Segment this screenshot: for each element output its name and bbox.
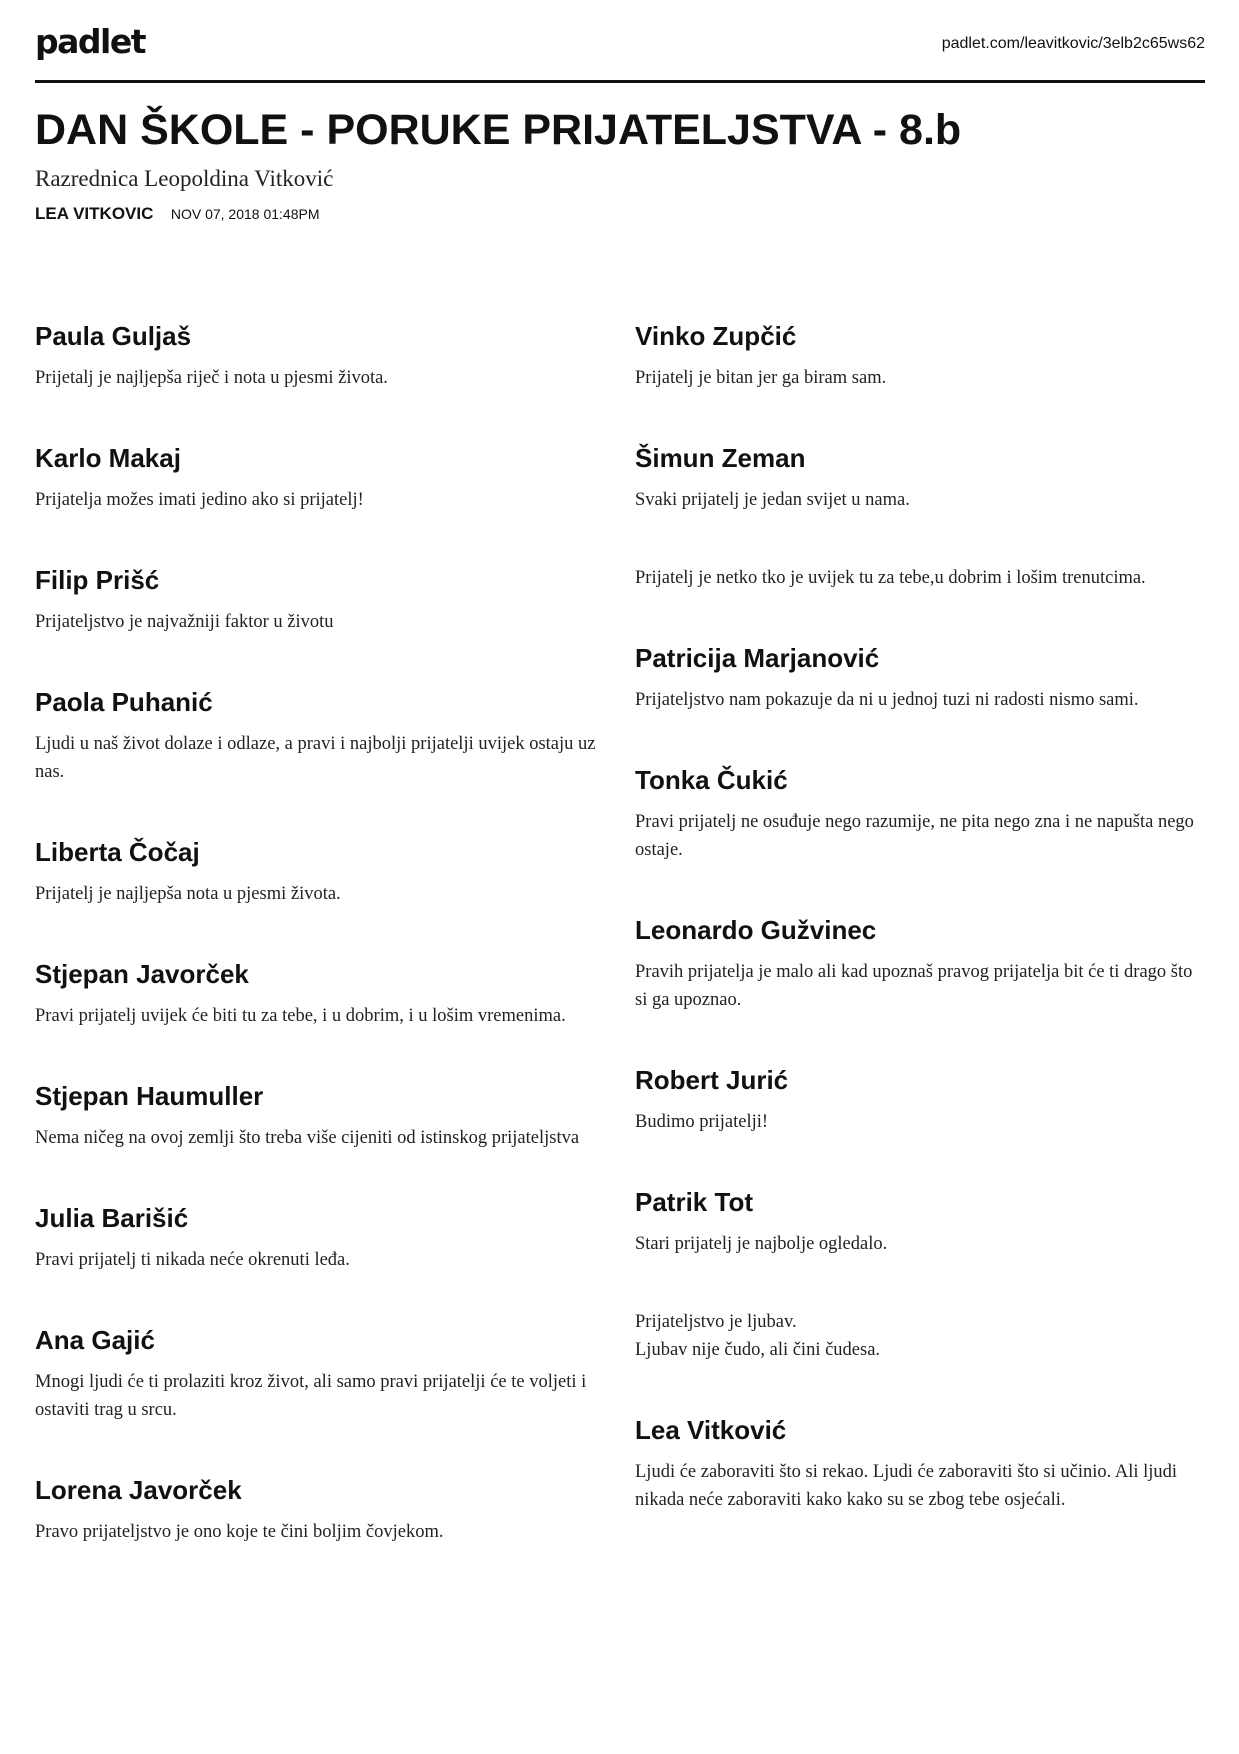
post-message: Prijatelj je netko tko je uvijek tu za tebe,u dobrim i lošim trenutcima. xyxy=(635,568,1146,588)
post-author-name: Patricija Marjanović xyxy=(635,643,880,673)
post-message: Prijateljstvo nam pokazuje da ni u jednoj tuzi ni radosti nismo sami. xyxy=(635,690,1139,710)
post-message: Stari prijatelj je najbolje ogledalo. xyxy=(635,1234,888,1254)
post-card[interactable] xyxy=(35,958,605,1030)
post-message: Ljudi u naš život dolaze i odlaze, a pravi i najbolji prijatelji uvijek ostaju uz nas. xyxy=(35,734,596,782)
post-message: Prijateljstvo je ljubav. Ljubav nije čudo, ali čini čudesa. xyxy=(635,1312,881,1360)
post-author-name: Šimun Zeman xyxy=(635,443,806,473)
post-message: Pravi prijatelj ti nikada neće okrenuti leđa. xyxy=(35,1250,350,1270)
post-card[interactable] xyxy=(635,1064,1205,1136)
board-url[interactable]: padlet.com/leavitkovic/3elb2c65ws62 xyxy=(941,35,1205,52)
post-card[interactable] xyxy=(35,320,605,392)
post-card[interactable] xyxy=(35,1474,605,1546)
padlet-logo[interactable]: padlet xyxy=(35,22,145,61)
post-card[interactable] xyxy=(635,642,1205,714)
post-message: Prijatelj je bitan jer ga biram sam. xyxy=(635,368,887,388)
post-message: Svaki prijatelj je jedan svijet u nama. xyxy=(635,490,910,510)
post-author-name: Tonka Čukić xyxy=(635,765,788,795)
post-message: Prijetalj je najljepša riječ i nota u pjesmi života. xyxy=(35,368,388,388)
post-author-name: Patrik Tot xyxy=(635,1187,753,1217)
post-card[interactable] xyxy=(35,564,605,636)
post-card[interactable] xyxy=(35,1324,605,1424)
post-card[interactable] xyxy=(635,442,1205,514)
post-author-name: Ana Gajić xyxy=(35,1325,155,1355)
board-meta xyxy=(35,202,1205,227)
post-author-name: Vinko Zupčić xyxy=(635,321,797,351)
post-card[interactable] xyxy=(635,764,1205,864)
post-message: Pravo prijateljstvo je ono koje te čini boljim čovjekom. xyxy=(35,1522,444,1542)
board-date: NOV 07, 2018 01:48PM xyxy=(170,206,320,222)
post-card[interactable] xyxy=(635,1308,1205,1364)
post-card[interactable] xyxy=(35,1202,605,1274)
post-author-name: Liberta Čočaj xyxy=(35,837,200,867)
post-author-name: Filip Prišć xyxy=(35,565,160,595)
post-card[interactable] xyxy=(635,914,1205,1014)
post-author-name: Lea Vitković xyxy=(635,1415,787,1445)
post-message: Ljudi će zaboraviti što si rekao. Ljudi će zaboraviti što si učinio. Ali ljudi nikada neće zaboraviti kako kako su se zbog tebe osjećali. xyxy=(635,1462,1178,1510)
post-message: Pravi prijatelj uvijek će biti tu za tebe, i u dobrim, i u lošim vremenima. xyxy=(35,1006,566,1026)
post-card[interactable] xyxy=(35,686,605,786)
page-header xyxy=(35,0,1205,83)
board-title: DAN ŠKOLE - PORUKE PRIJATELJSTVA - 8.b xyxy=(35,106,962,154)
padlet-page xyxy=(35,0,1205,1542)
post-author-name: Stjepan Haumuller xyxy=(35,1081,264,1111)
post-card[interactable] xyxy=(35,836,605,908)
post-author-name: Karlo Makaj xyxy=(35,443,181,473)
post-card[interactable] xyxy=(635,1414,1205,1514)
post-card[interactable] xyxy=(35,1080,605,1152)
post-message: Prijatelja možes imati jedino ako si prijatelj! xyxy=(35,490,364,510)
post-card[interactable] xyxy=(635,564,1205,592)
post-card[interactable] xyxy=(635,320,1205,392)
post-author-name: Stjepan Javorček xyxy=(35,959,249,989)
post-author-name: Lorena Javorček xyxy=(35,1475,242,1505)
post-author-name: Paula Guljaš xyxy=(35,321,192,351)
post-author-name: Paola Puhanić xyxy=(35,687,213,717)
post-author-name: Julia Barišić xyxy=(35,1203,189,1233)
post-message: Prijateljstvo je najvažniji faktor u životu xyxy=(35,612,334,632)
posts-column-right xyxy=(635,320,1205,1596)
post-message: Prijatelj je najljepša nota u pjesmi života. xyxy=(35,884,341,904)
posts-grid xyxy=(35,320,1205,1596)
post-author-name: Robert Jurić xyxy=(635,1065,789,1095)
post-card[interactable] xyxy=(35,442,605,514)
posts-column-left xyxy=(35,320,605,1596)
post-message: Budimo prijatelji! xyxy=(635,1112,769,1132)
post-message: Pravi prijatelj ne osuđuje nego razumije, ne pita nego zna i ne napušta nego ostaje. xyxy=(635,812,1194,860)
post-message: Pravih prijatelja je malo ali kad upoznaš pravog prijatelja bit će ti drago što si ga upoznao. xyxy=(635,962,1193,1010)
post-message: Nema ničeg na ovoj zemlji što treba više cijeniti od istinskog prijateljstva xyxy=(35,1128,580,1148)
board-author: LEA VITKOVIC xyxy=(35,204,154,223)
post-message: Mnogi ljudi će ti prolaziti kroz život, ali samo pravi prijatelji će te voljeti i ostaviti trag u srcu. xyxy=(35,1372,587,1420)
post-card[interactable] xyxy=(635,1186,1205,1258)
post-author-name: Leonardo Gužvinec xyxy=(635,915,877,945)
board-subtitle: Razrednica Leopoldina Vitković xyxy=(35,166,334,191)
